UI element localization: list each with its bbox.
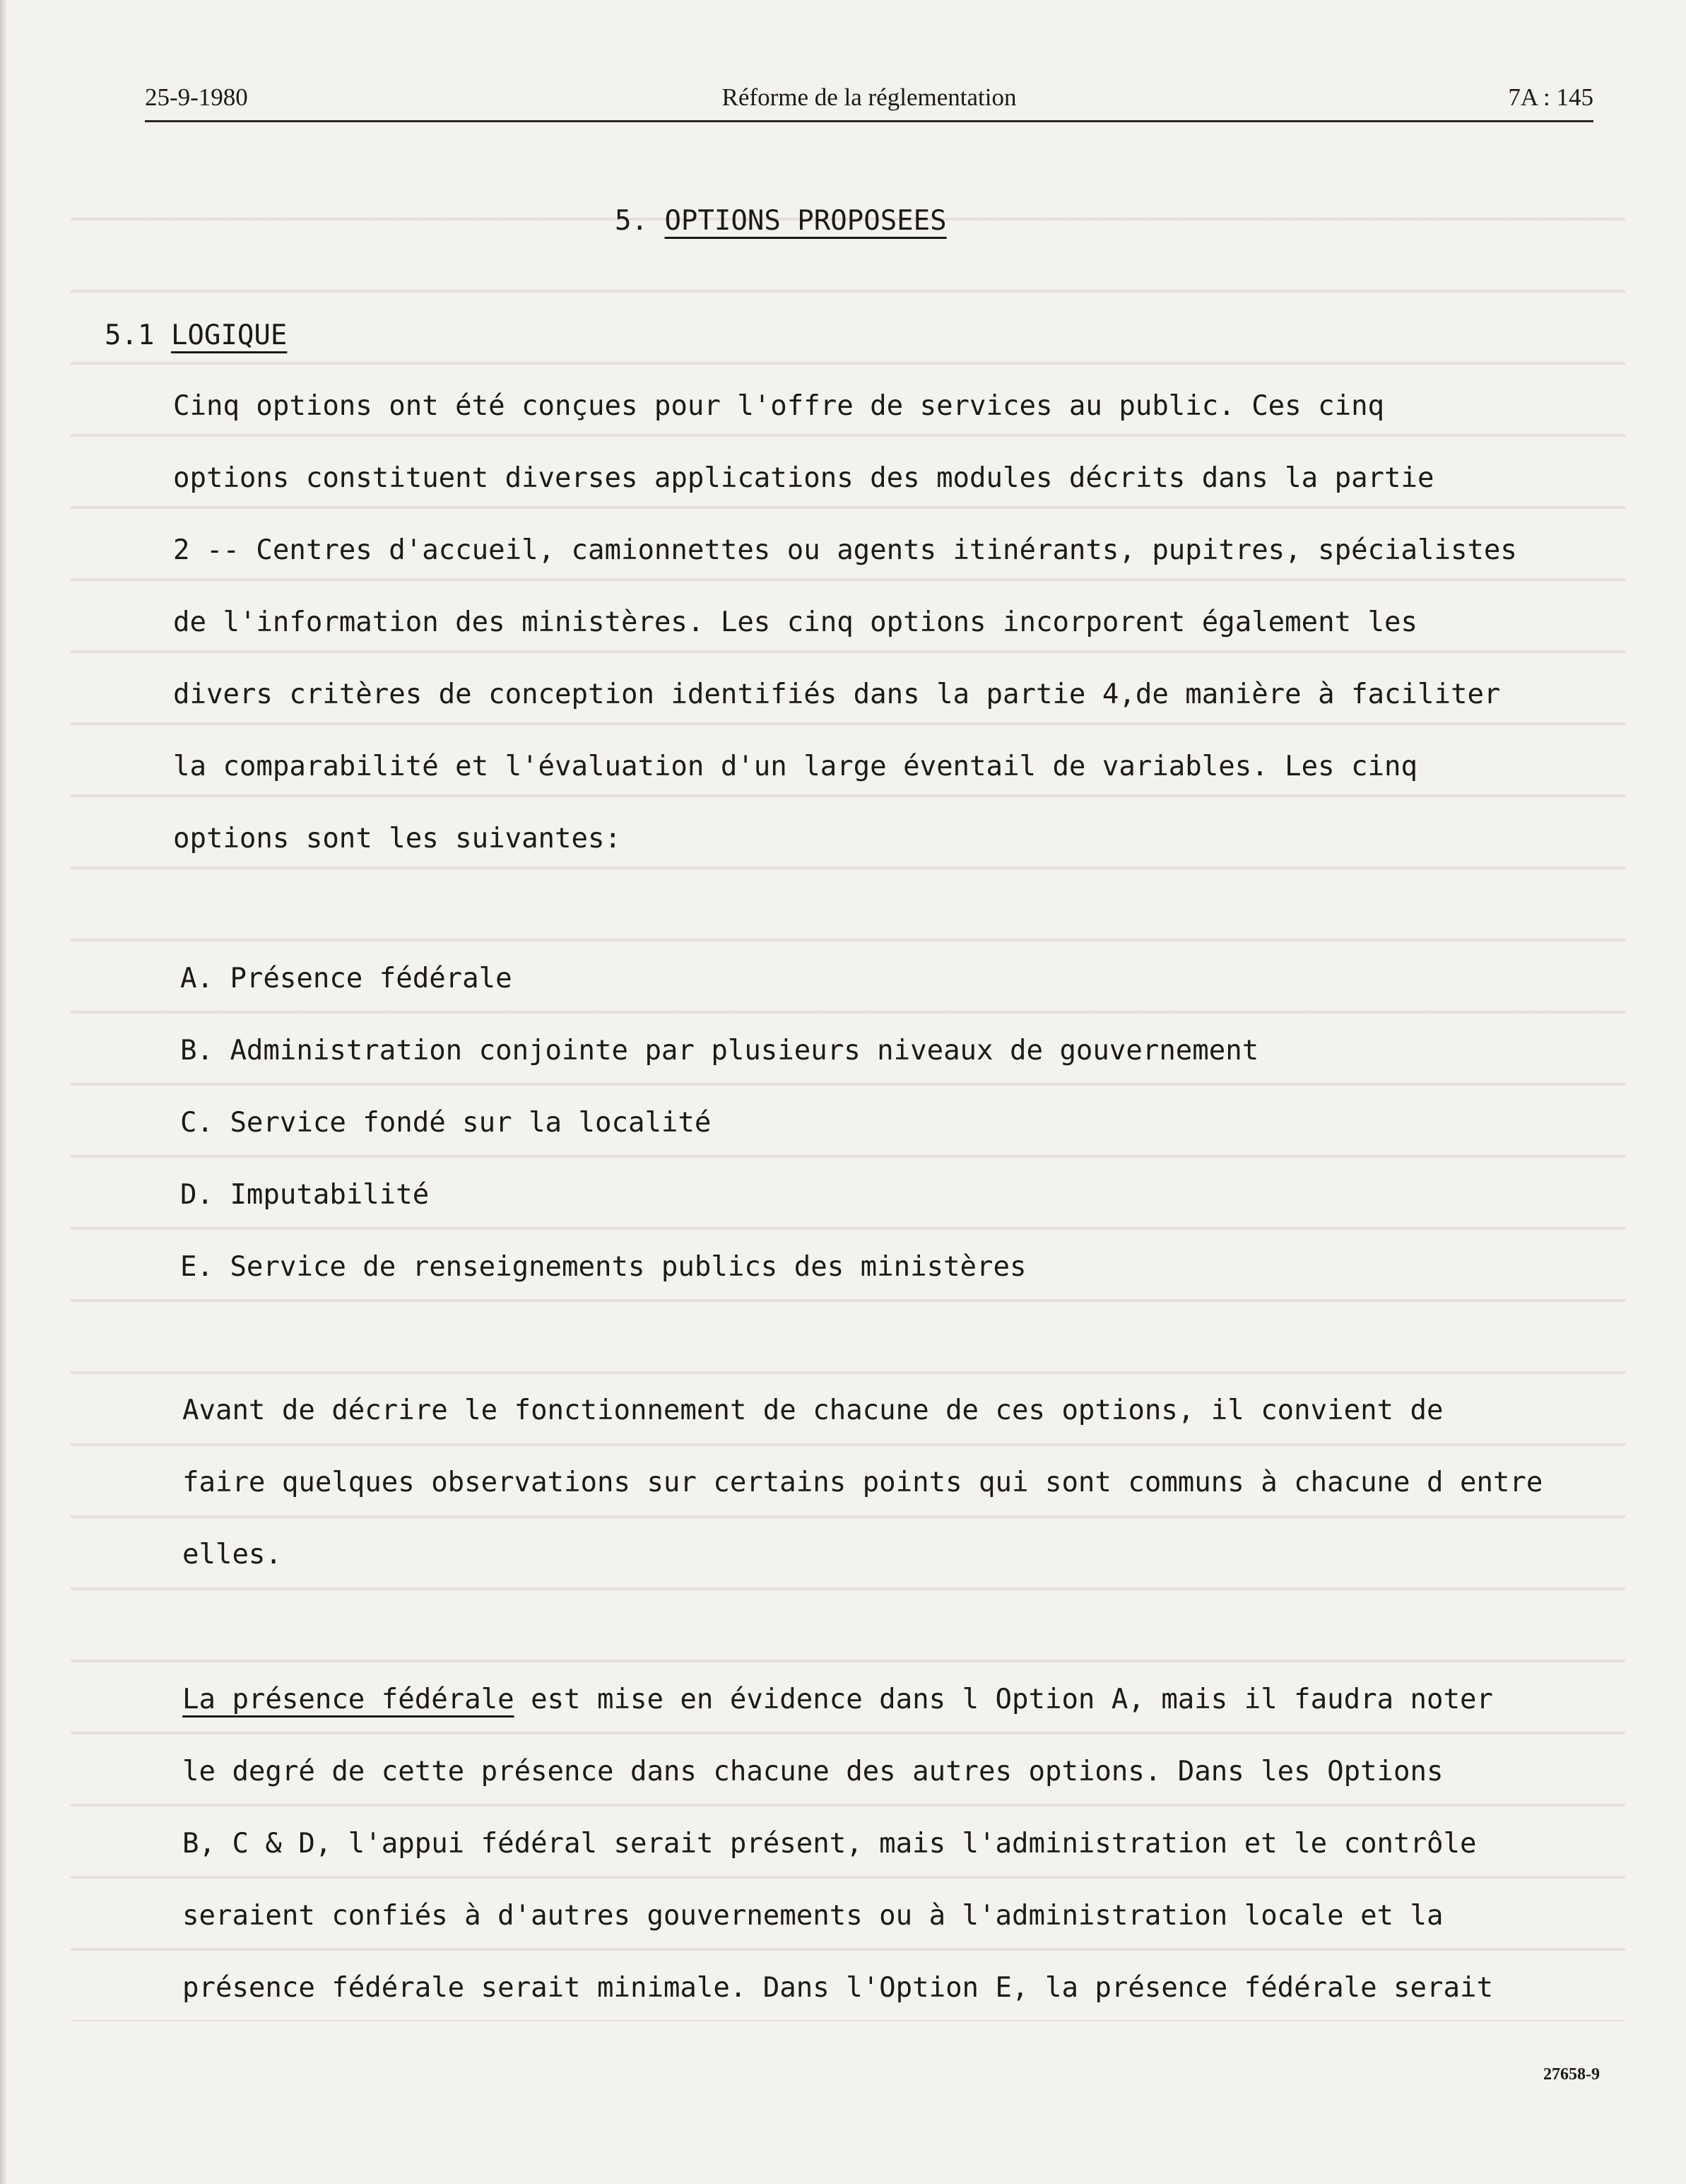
bleed-through-texture <box>71 184 1625 2021</box>
text-line: options sont les suivantes: <box>173 823 621 855</box>
subsection-number: 5.1 <box>105 319 155 351</box>
footer-code: 27658-9 <box>1543 2065 1600 2084</box>
header-date: 25-9-1980 <box>145 83 248 111</box>
text-line: elles. <box>182 1539 282 1571</box>
header-page-ref: 7A : 145 <box>1508 83 1593 111</box>
section-heading <box>615 205 947 237</box>
list-item: A. Présence fédérale <box>180 963 512 994</box>
list-item: D. Imputabilité <box>180 1179 430 1211</box>
underlined-term: La présence fédérale <box>182 1684 514 1715</box>
text-line: de l'information des ministères. Les cinq options incorporent également les <box>173 606 1417 638</box>
list-item: B. Administration conjointe par plusieurs niveaux de gouvernement <box>180 1035 1259 1067</box>
text-line: options constituent diverses applications des modules décrits dans la partie <box>173 462 1434 494</box>
page-edge-shadow <box>0 0 7 2184</box>
page-header <box>145 83 1593 123</box>
paragraph-observations <box>182 1395 1543 1571</box>
text-line: la comparabilité et l'évaluation d'un large éventail de variables. Les cinq <box>173 751 1417 782</box>
text-line: Cinq options ont été conçues pour l'offre de services au public. Ces cinq <box>173 390 1385 422</box>
subsection-title: LOGIQUE <box>170 319 288 351</box>
text-line: 2 -- Centres d'accueil, camionnettes ou agents itinérants, pupitres, spécialistes <box>173 534 1517 566</box>
text-line: faire quelques observations sur certains points qui sont communs à chacune d entre <box>182 1467 1543 1498</box>
section-title: OPTIONS PROPOSEES <box>664 205 947 237</box>
subsection-heading <box>105 319 287 351</box>
text-line-rest: est mise en évidence dans l Option A, mais il faudra noter <box>514 1684 1493 1715</box>
text-line: présence fédérale serait minimale. Dans l'Option E, la présence fédérale serait <box>182 1972 1493 2004</box>
list-item: C. Service fondé sur la localité <box>180 1107 712 1139</box>
text-line: B, C & D, l'appui fédéral serait présent, mais l'administration et le contrôle <box>182 1828 1477 1860</box>
header-rule <box>145 120 1593 122</box>
text-line <box>182 1684 1493 1715</box>
header-title: Réforme de la réglementation <box>721 83 1017 111</box>
section-number: 5. <box>615 205 648 237</box>
paragraph-intro <box>173 390 1517 855</box>
list-item: E. Service de renseignements publics des ministères <box>180 1251 1027 1283</box>
text-line: divers critères de conception identifiés dans la partie 4,de manière à faciliter <box>173 679 1501 710</box>
paragraph-federal-presence <box>182 1684 1493 2004</box>
text-line: le degré de cette présence dans chacune des autres options. Dans les Options <box>182 1756 1444 1787</box>
text-line: Avant de décrire le fonctionnement de chacune de ces options, il convient de <box>182 1395 1444 1426</box>
text-line: seraient confiés à d'autres gouvernements ou à l'administration locale et la <box>182 1900 1444 1932</box>
options-list <box>180 963 1259 1283</box>
